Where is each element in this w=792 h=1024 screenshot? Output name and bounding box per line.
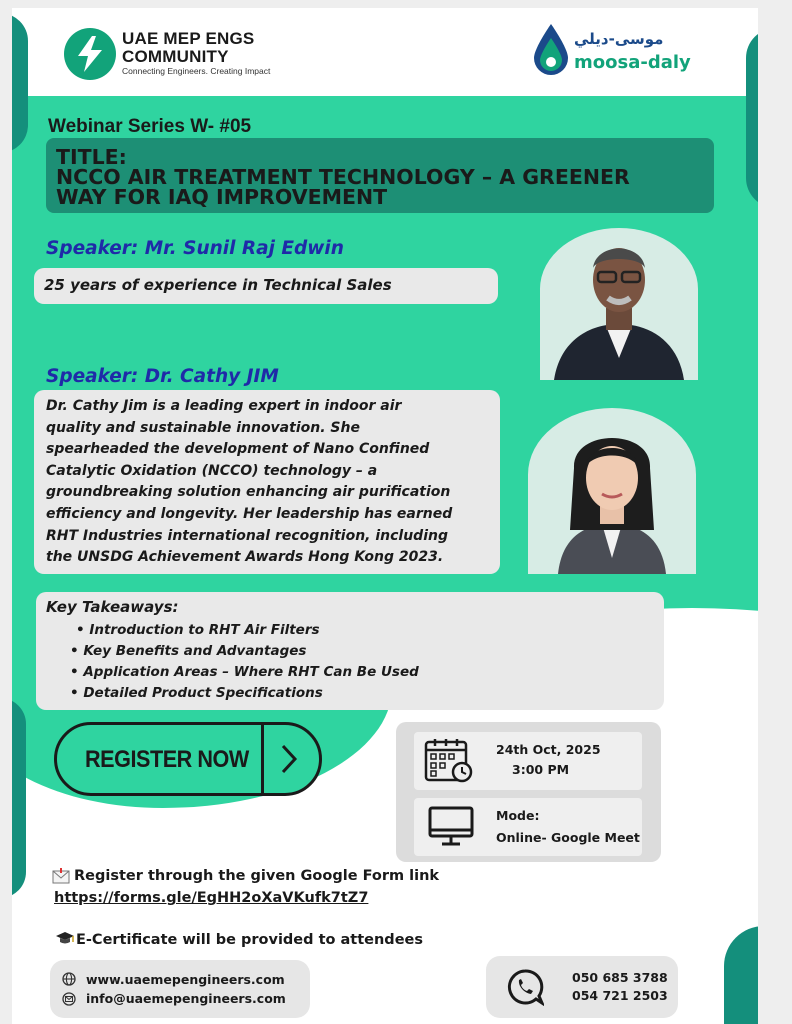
phone-number[interactable]: 054 721 2503 [572,988,668,1003]
globe-icon [62,972,76,986]
partner-name-arabic: موسى-ديلي [574,30,664,48]
speaker-bio: 25 years of experience in Technical Sales [44,276,392,294]
mode-card [414,798,642,856]
webinar-poster [12,8,758,1024]
bio-line: RHT Industries international recognition, including [46,527,448,544]
takeaway-item: • Introduction to RHT Air Filters [76,622,320,638]
bio-line: spearheaded the development of Nano Confined [46,441,430,458]
email-icon [62,992,76,1006]
speaker-photo [528,408,696,574]
takeaways-box [36,592,664,710]
monitor-icon [428,806,474,848]
mode-value: Online- Google Meet [496,830,640,845]
takeaway-item: • Detailed Product Specifications [70,685,323,701]
water-drop-icon [534,24,568,76]
speaker-heading: Speaker: Mr. Sunil Raj Edwin [46,238,344,259]
partner-name: moosa-daly [574,52,691,73]
whatsapp-icon [506,968,544,1006]
community-tagline: Connecting Engineers. Creating Impact [122,66,271,76]
webinar-series: Webinar Series W- #05 [48,116,252,137]
envelope-icon [52,868,70,884]
bio-line: Catalytic Oxidation (NCCO) technology – a [46,462,378,479]
experience-box [34,268,498,304]
person-icon [528,408,696,574]
registration-link[interactable]: https://forms.gle/EgHH2oXaVKufk7tZ7 [54,890,369,906]
chevron-right-icon [279,743,299,775]
speaker-bio [46,396,452,569]
community-logo [64,28,294,84]
calendar-icon [424,738,476,784]
button-divider [261,725,264,793]
phone-contact-box [486,956,678,1018]
partner-logo [534,24,694,84]
bio-line: efficiency and longevity. Her leadership has earned [46,505,453,522]
community-name: UAE MEP ENGS COMMUNITY [122,29,255,66]
event-time: 3:00 PM [512,762,570,777]
bio-box [34,390,500,574]
takeaway-item: • Key Benefits and Advantages [70,643,307,659]
register-now-button[interactable] [54,722,322,796]
mode-label: Mode: [496,808,540,823]
lightning-icon [64,28,116,80]
graduation-cap-icon [56,932,74,946]
speaker-heading: Speaker: Dr. Cathy JIM [46,366,279,387]
event-date: 24th Oct, 2025 [496,742,601,757]
title-label: TITLE: [56,145,127,169]
phone-number[interactable]: 050 685 3788 [572,970,668,985]
register-instruction: Register through the given Google Form link [74,868,440,884]
bio-line: quality and sustainable innovation. She [46,419,360,436]
takeaways-heading: Key Takeaways: [46,598,179,616]
website-link[interactable]: www.uaemepengineers.com [86,972,285,987]
bio-line: groundbreaking solution enhancing air purification [46,484,451,501]
web-contact-box [50,960,310,1018]
title-line: WAY FOR IAQ IMPROVEMENT [56,185,388,209]
title-box [46,138,714,213]
event-info-panel [396,722,661,862]
decor-shape [12,698,26,898]
bio-line: the UNSDG Achievement Awards Hong Kong 2023. [46,549,444,566]
decor-shape [746,28,758,208]
speaker-photo [540,228,698,380]
takeaway-item: • Application Areas – Where RHT Can Be Used [70,664,419,680]
title-line: NCCO AIR TREATMENT TECHNOLOGY – A GREENER [56,165,630,189]
decor-shape [12,13,28,153]
register-label: REGISTER NOW [85,746,249,773]
certificate-note: E-Certificate will be provided to attendees [76,932,423,948]
bio-line: Dr. Cathy Jim is a leading expert in indoor air [46,398,402,414]
email-link[interactable]: info@uaemepengineers.com [86,991,286,1006]
date-card [414,732,642,790]
person-icon [540,228,698,380]
